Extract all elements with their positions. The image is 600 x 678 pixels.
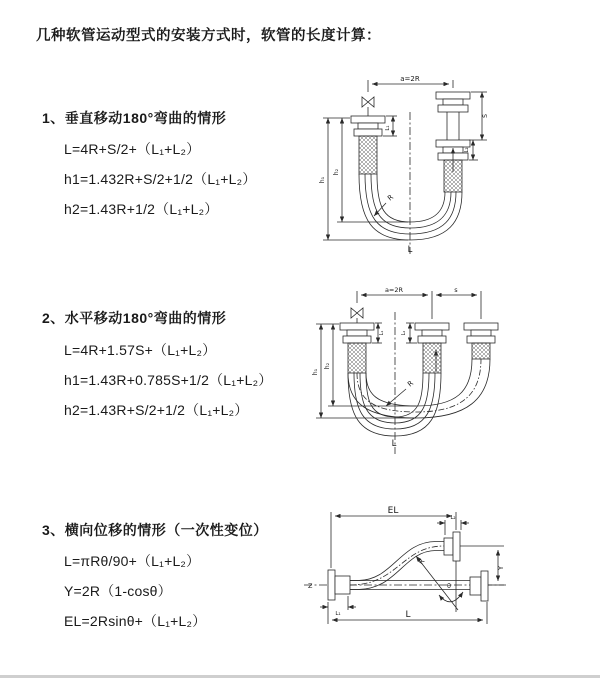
radius-label: R bbox=[386, 193, 396, 203]
dim-label-l2: L₂ bbox=[464, 147, 470, 153]
dim-label-l1: L₁ bbox=[335, 611, 341, 617]
diagram-vertical-180-bend bbox=[310, 70, 600, 260]
radius-label: R bbox=[406, 379, 416, 389]
section-1-formula-h2: h2=1.43R+1/2（L₁+L₂） bbox=[64, 201, 219, 217]
dim-label-h2: h₂ bbox=[333, 168, 340, 176]
braided-hose-section bbox=[359, 136, 377, 174]
section-2-heading: 2、水平移动180°弯曲的情形 bbox=[42, 310, 227, 326]
section-2-formula-h2: h2=1.43R+S/2+1/2（L₁+L₂） bbox=[64, 402, 249, 418]
valve-icon bbox=[351, 308, 363, 323]
dim-label-y: Y bbox=[497, 565, 505, 571]
hose-u-curve-far bbox=[348, 359, 490, 418]
dim-label-h1: h₁ bbox=[312, 368, 319, 376]
length-label: L bbox=[405, 610, 411, 620]
section-2-formula-L: L=4R+1.57S+（L₁+L₂） bbox=[64, 342, 217, 358]
left-flange-fitting bbox=[351, 116, 385, 136]
section-3-formula-EL: EL=2Rsinθ+（L₁+L₂） bbox=[64, 613, 207, 629]
dim-label-s: S bbox=[482, 114, 489, 118]
diagram-horizontal-180-bend bbox=[308, 282, 600, 460]
dim-label-l2: L₂ bbox=[401, 330, 407, 336]
section-2-formula-h1: h1=1.43R+0.785S+1/2（L₁+L₂） bbox=[64, 372, 273, 388]
section-3-formula-L: L=πRθ/90+（L₁+L₂） bbox=[64, 553, 201, 569]
page-title: 几种软管运动型式的安装方式时，软管的长度计算： bbox=[36, 28, 381, 44]
flange-fitting bbox=[340, 323, 498, 343]
section-1-formula-L: L=4R+S/2+（L₁+L₂） bbox=[64, 141, 201, 157]
angle-arc bbox=[439, 592, 463, 602]
right-flange-original bbox=[470, 571, 488, 601]
left-flange bbox=[328, 570, 350, 600]
section-1-formula-h1: h1=1.432R+S/2+1/2（L₁+L₂） bbox=[64, 171, 257, 187]
braided-hose-section bbox=[423, 343, 441, 373]
section-3-heading: 3、横向位移的情形（一次性变位） bbox=[42, 522, 268, 538]
section-3-formula-Y: Y=2R（1-cosθ） bbox=[64, 583, 172, 599]
dim-label-l1: L₁ bbox=[379, 330, 385, 336]
dim-label-h1: h₁ bbox=[319, 176, 326, 184]
braided-hose-section bbox=[348, 343, 366, 373]
section-1-heading: 1、垂直移动180°弯曲的情形 bbox=[42, 110, 227, 126]
dim-label-l2: L₂ bbox=[450, 515, 456, 521]
diagram-lateral-displacement bbox=[298, 498, 600, 655]
valve-icon bbox=[362, 97, 374, 116]
dim-label-h2: h₂ bbox=[324, 362, 331, 370]
right-flange-displaced bbox=[444, 532, 460, 561]
dim-label-a2r: a=2R bbox=[384, 286, 404, 294]
dim-label-a2r: a=2R bbox=[400, 75, 420, 83]
right-flange-fitting bbox=[436, 92, 470, 112]
angle-label: θ bbox=[447, 582, 451, 590]
axis-mark: Z bbox=[308, 582, 313, 590]
hose-s-curve bbox=[350, 542, 444, 590]
braided-hose-section bbox=[472, 343, 490, 359]
length-label: L bbox=[407, 245, 413, 255]
dim-label-el: EL bbox=[387, 506, 399, 516]
dim-label-l1: L₁ bbox=[385, 125, 391, 131]
length-label: L bbox=[391, 439, 397, 449]
dim-label-s: s bbox=[454, 286, 458, 294]
radius-label: R bbox=[417, 557, 427, 567]
